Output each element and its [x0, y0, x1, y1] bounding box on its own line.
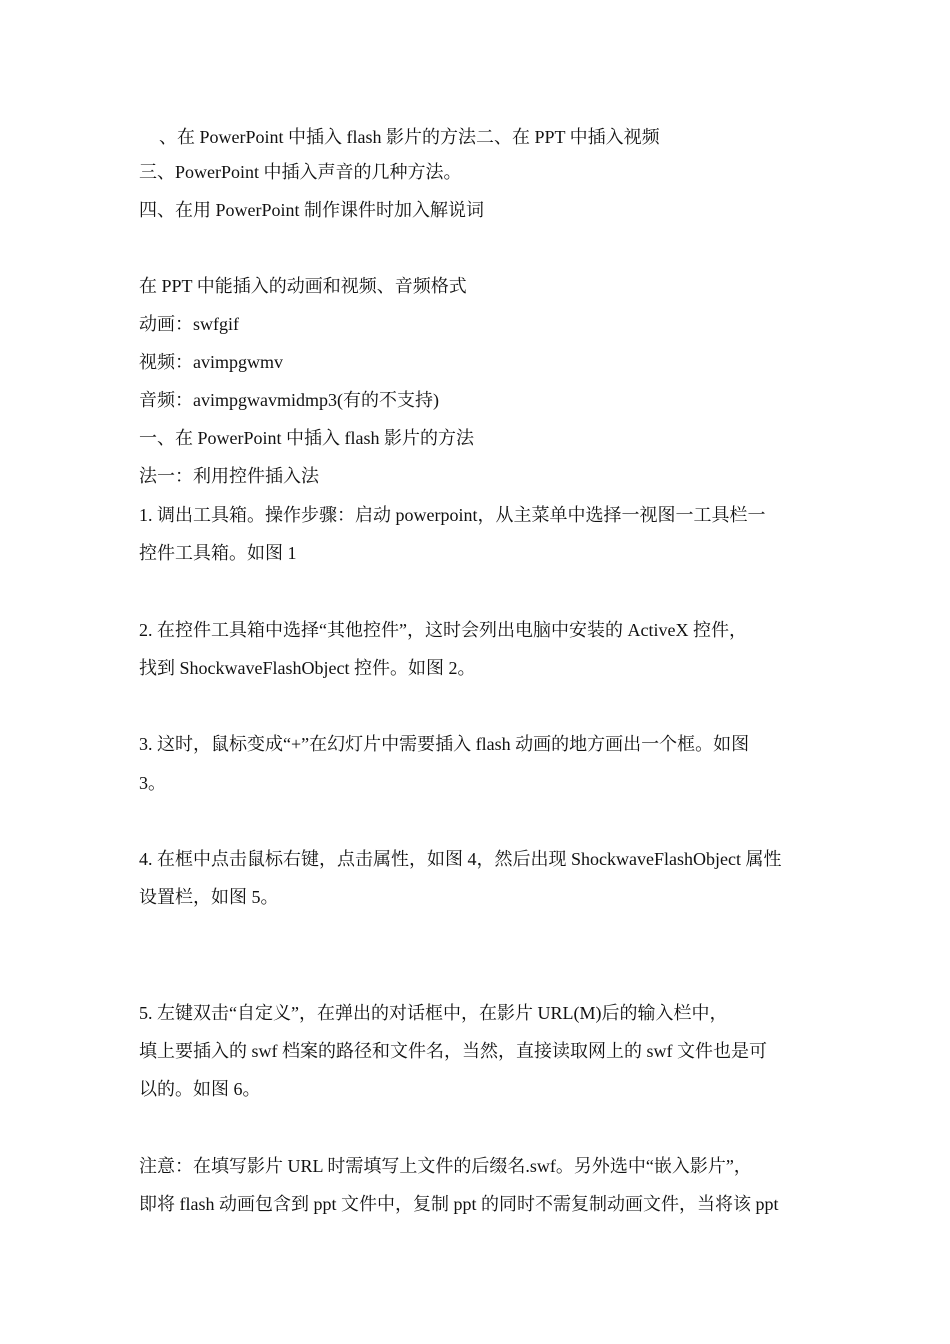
- note-line-2: 即将 flash 动画包含到 ppt 文件中，复制 ppt 的同时不需复制动画文件，当将该 ppt: [139, 1194, 779, 1214]
- step-5-line-2: 填上要插入的 swf 档案的路径和文件名，当然，直接读取网上的 swf 文件也是可: [139, 1041, 767, 1061]
- step-3-line-2: 3。: [139, 773, 166, 793]
- format-video: 视频：avimpgwmv: [139, 352, 283, 372]
- step-3-line-1: 3. 这时，鼠标变成“+”在幻灯片中需要插入 flash 动画的地方画出一个框。如图: [139, 734, 750, 754]
- toc-line-3: 三、PowerPoint 中插入声音的几种方法。: [139, 162, 462, 182]
- step-4-line-1: 4. 在框中点击鼠标右键，点击属性，如图 4，然后出现 ShockwaveFlashObject 属性: [139, 849, 782, 869]
- note-line-1: 注意：在填写影片 URL 时需填写上文件的后缀名.swf。另外选中“嵌入影片”，: [139, 1156, 752, 1176]
- step-5-line-1: 5. 左键双击“自定义”，在弹出的对话框中，在影片 URL(M)后的输入栏中，: [139, 1003, 728, 1023]
- step-1-line-1: 1. 调出工具箱。操作步骤：启动 powerpoint，从主菜单中选择一视图一工具栏一: [139, 505, 766, 525]
- step-2-line-2: 找到 ShockwaveFlashObject 控件。如图 2。: [139, 658, 476, 678]
- step-1-line-2: 控件工具箱。如图 1: [139, 543, 297, 563]
- step-2-line-1: 2. 在控件工具箱中选择“其他控件”，这时会列出电脑中安装的 ActiveX 控件，: [139, 620, 747, 640]
- method-1-title: 法一：利用控件插入法: [139, 466, 319, 486]
- format-audio: 音频：avimpgwavmidmp3(有的不支持): [139, 390, 439, 410]
- toc-line-1: 、在 PowerPoint 中插入 flash 影片的方法二、在 PPT 中插入视频: [159, 127, 660, 147]
- step-5-line-3: 以的。如图 6。: [139, 1079, 261, 1099]
- section-1-title: 一、在 PowerPoint 中插入 flash 影片的方法: [139, 428, 474, 448]
- toc-line-4: 四、在用 PowerPoint 制作课件时加入解说词: [139, 200, 485, 220]
- formats-title: 在 PPT 中能插入的动画和视频、音频格式: [139, 276, 467, 296]
- format-animation: 动画：swfgif: [139, 314, 239, 334]
- step-4-line-2: 设置栏，如图 5。: [139, 887, 279, 907]
